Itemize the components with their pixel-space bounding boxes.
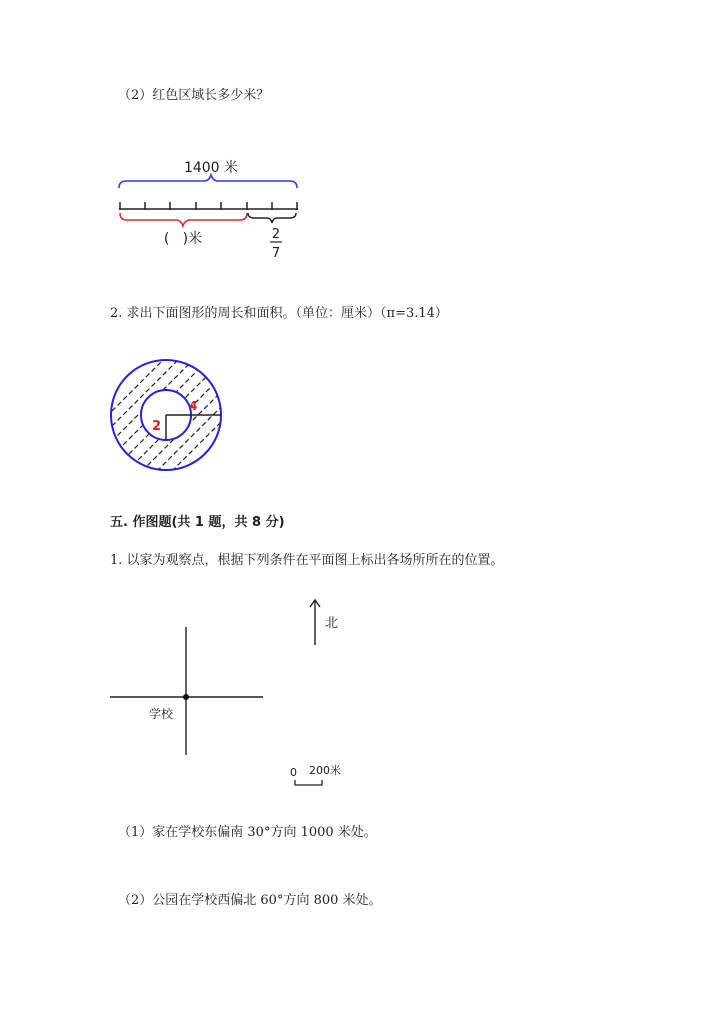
sub-question-home: （1）家在学校东偏南 30°方向 1000 米处。 — [118, 825, 377, 840]
scale-label: 200米 — [309, 764, 341, 777]
map-figure — [100, 595, 400, 795]
unknown-length-label: ( )米 — [163, 231, 203, 247]
total-brace — [119, 175, 297, 188]
scale-bar — [295, 780, 322, 785]
red-brace — [120, 213, 247, 226]
black-brace — [248, 213, 296, 223]
question-map: 1. 以家为观察点，根据下列条件在平面图上标出各场所所在的位置。 — [110, 553, 504, 568]
school-point — [183, 694, 189, 700]
fraction-denominator: 7 — [271, 246, 281, 261]
scale-zero: 0 — [290, 766, 297, 779]
sub-question-park: （2）公园在学校西偏北 60°方向 800 米处。 — [118, 893, 382, 908]
north-label: 北 — [325, 616, 339, 631]
question-circle: 2. 求出下面图形的周长和面积。（单位：厘米）（π=3.14） — [110, 306, 448, 321]
inner-radius-label: 2 — [152, 419, 162, 434]
total-length-label: 1400 米 — [183, 160, 239, 176]
fraction-numerator: 2 — [271, 227, 281, 242]
section-five-title: 五. 作图题(共 1 题，共 8 分) — [110, 515, 285, 530]
school-label: 学校 — [149, 707, 174, 721]
bar-diagram — [0, 150, 720, 260]
ring-figure — [98, 345, 238, 485]
outer-radius-label: 4 — [189, 399, 198, 413]
question-red-length: （2）红色区域长多少米？ — [118, 88, 270, 103]
